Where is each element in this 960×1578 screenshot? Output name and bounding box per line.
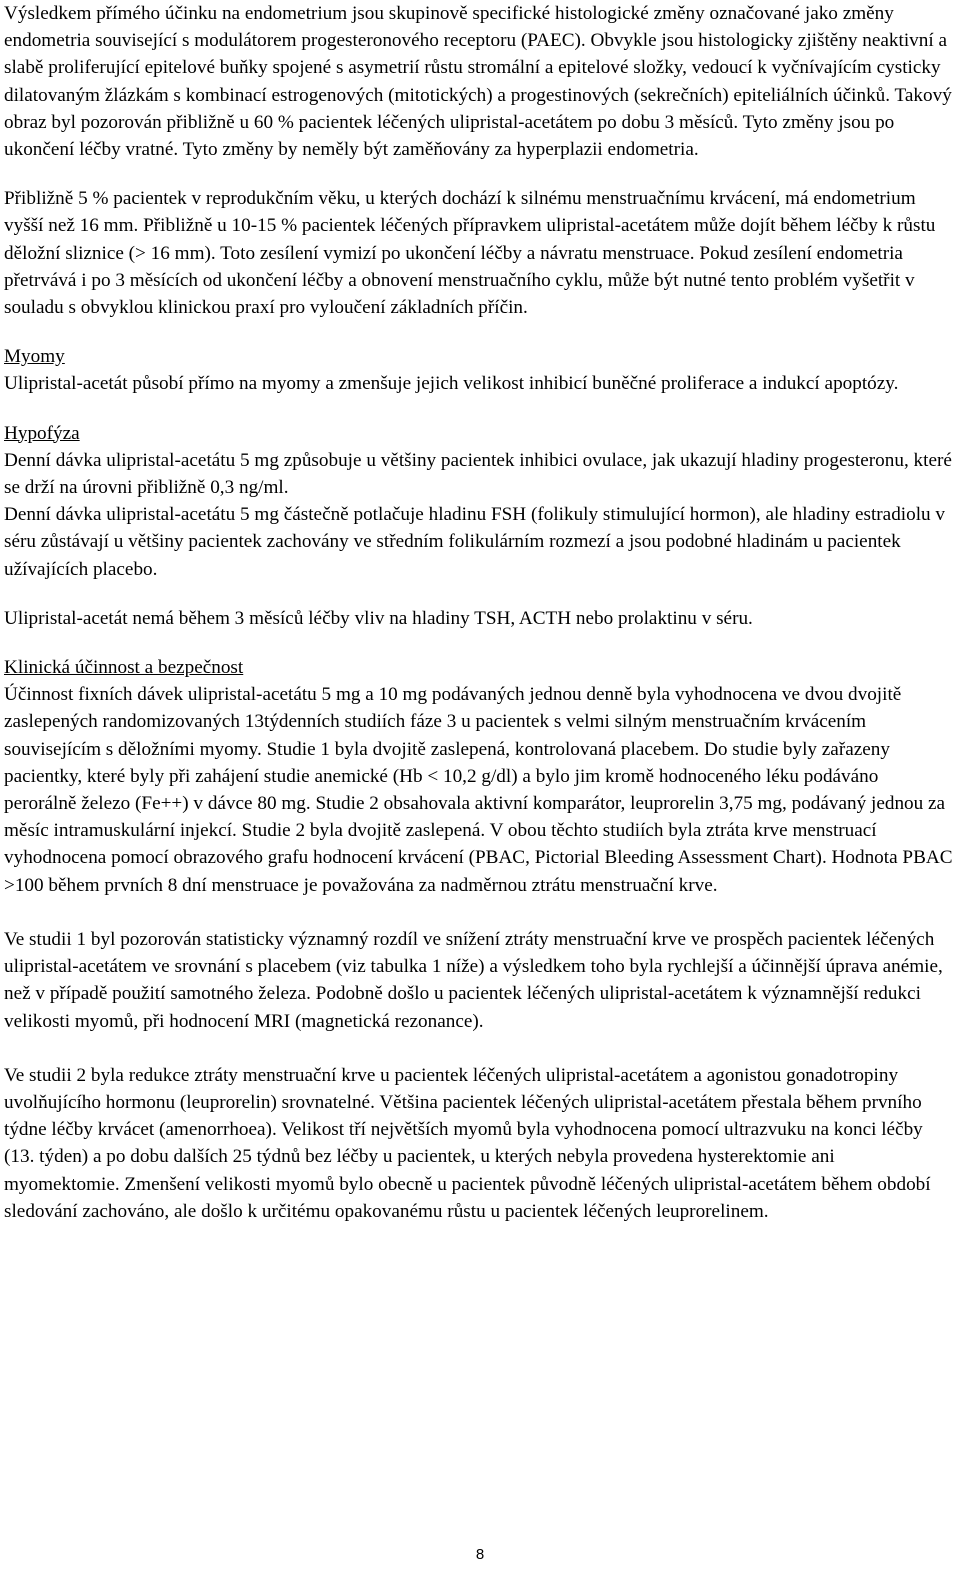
paragraph-hypofyza-fsh: Denní dávka ulipristal-acetátu 5 mg částečně potlačuje hladinu FSH (folikuly stimulující hormon), ale hladiny estradiolu v séru zůstávají u většiny pacientek zachovány ve středním folikulárním rozmezí a jsou podobné hladinám u pacientek užívajících placebo. bbox=[4, 504, 946, 580]
document-page bbox=[4, 0, 954, 1225]
section-heading-klinicka-ucinnost: Klinická účinnost a bezpečnost bbox=[4, 657, 244, 679]
section-heading-myomy: Myomy bbox=[4, 346, 65, 368]
page-number: 8 bbox=[475, 1546, 485, 1563]
paragraph-endometrium-changes: Výsledkem přímého účinku na endometrium jsou skupinově specifické histologické změny označované jako změny endometria související s modulátorem progesteronového receptoru (PAEC). Obvykle jsou histologicky zjištěny neaktivní a slabě proliferující epitelové buňky spojené s asymetrií růstu stromální a epitelové složky, vedoucí k vyčnívajícím cysticky dilatovaným žlázkám s kombinací estrogenových (mitotických) a progestinových (sekrečních) epiteliálních účinků. Takový obraz byl pozorován přibližně u 60 % pacientek léčených ulipristal-acetátem po dobu 3 měsíců. Tyto změny jsou po ukončení léčby vratné. Tyto změny by neměly být zaměňovány za hyperplazii endometria. bbox=[4, 3, 952, 161]
paragraph-klinicka-ucinnost: Účinnost fixních dávek ulipristal-acetátu 5 mg a 10 mg podávaných jednou denně byla vyhodnocena ve dvou dvojitě zaslepených randomizovaných 13týdenních studiích fáze 3 u pacientek s velmi silným menstruačním krvácením souvisejícím s děložními myomy. Studie 1 byla dvojitě zaslepená, kontrolovaná placebem. Do studie byly zařazeny pacientky, které byly při zahájení studie anemické (Hb < 10,2 g/dl) a bylo jim kromě hodnoceného léku podáváno perorálně železo (Fe++) v dávce 80 mg. Studie 2 obsahovala aktivní komparátor, leuprorelin 3,75 mg, podávaný jednou za měsíc intramuskulární injekcí. Studie 2 byla dvojitě zaslepená. V obou těchto studiích byla ztráta krve menstruací vyhodnocena pomocí obrazového grafu hodnocení krvácení (PBAC, Pictorial Bleeding Assessment Chart). Hodnota PBAC >100 během prvních 8 dní menstruace je považována za nadměrnou ztrátu menstruační krve. bbox=[4, 684, 953, 896]
section-heading-hypofyza: Hypofýza bbox=[4, 422, 80, 444]
paragraph-hypofyza-ovulation: Denní dávka ulipristal-acetátu 5 mg způsobuje u většiny pacientek inhibici ovulace, jak ukazují hladiny progesteronu, které se drží na úrovni přibližně 0,3 ng/ml. bbox=[4, 449, 952, 499]
paragraph-myomy: Ulipristal-acetát působí přímo na myomy a zmenšuje jejich velikost inhibicí buněčné proliferace a indukcí apoptózy. bbox=[4, 373, 899, 395]
paragraph-endometrium-thickness: Přibližně 5 % pacientek v reprodukčním věku, u kterých dochází k silnému menstruačnímu krvácení, má endometrium vyšší než 16 mm. Přibližně u 10-15 % pacientek léčených přípravkem ulipristal-acetátem může dojít během léčby k růstu děložní sliznice (> 16 mm). Toto zesílení vymizí po ukončení léčby a návratu menstruace. Pokud zesílení endometria přetrvává i po 3 měsících od ukončení léčby a obnovení menstruačního cyklu, může být nutné tento problém vyšetřit v souladu s obvyklou klinickou praxí pro vyloučení základních příčin. bbox=[4, 188, 936, 319]
paragraph-studie-1: Ve studii 1 byl pozorován statisticky významný rozdíl ve snížení ztráty menstruační krve ve prospěch pacientek léčených ulipristal-acetátem ve srovnání s placebem (viz tabulka 1 níže) a výsledkem toho byla rychlejší a účinnější úprava anémie, než v případě použití samotného železa. Podobně došlo u pacientek léčených ulipristal-acetátem k významnější redukci velikosti myomů, při hodnocení MRI (magnetická rezonance). bbox=[4, 928, 943, 1032]
paragraph-hypofyza-tsh: Ulipristal-acetát nemá během 3 měsíců léčby vliv na hladiny TSH, ACTH nebo prolaktinu v séru. bbox=[4, 607, 753, 629]
paragraph-studie-2: Ve studii 2 byla redukce ztráty menstruační krve u pacientek léčených ulipristal-acetátem a agonistou gonadotropiny uvolňujícího hormonu (leuprorelin) srovnatelné. Většina pacientek léčených ulipristal-acetátem přestala během prvního týdne léčby krvácet (amenorrhoea). Velikost tří největších myomů byla vyhodnocena pomocí ultrazvuku na konci léčby (13. týden) a po dobu dalších 25 týdnů bez léčby u pacientek, u kterých nebyla provedena hysterektomie ani myomektomie. Zmenšení velikosti myomů bylo obecně u pacientek původně léčených ulipristal-acetátem během období sledování zachováno, ale došlo k určitému opakovanému růstu u pacientek léčených leuprorelinem. bbox=[4, 1064, 931, 1222]
